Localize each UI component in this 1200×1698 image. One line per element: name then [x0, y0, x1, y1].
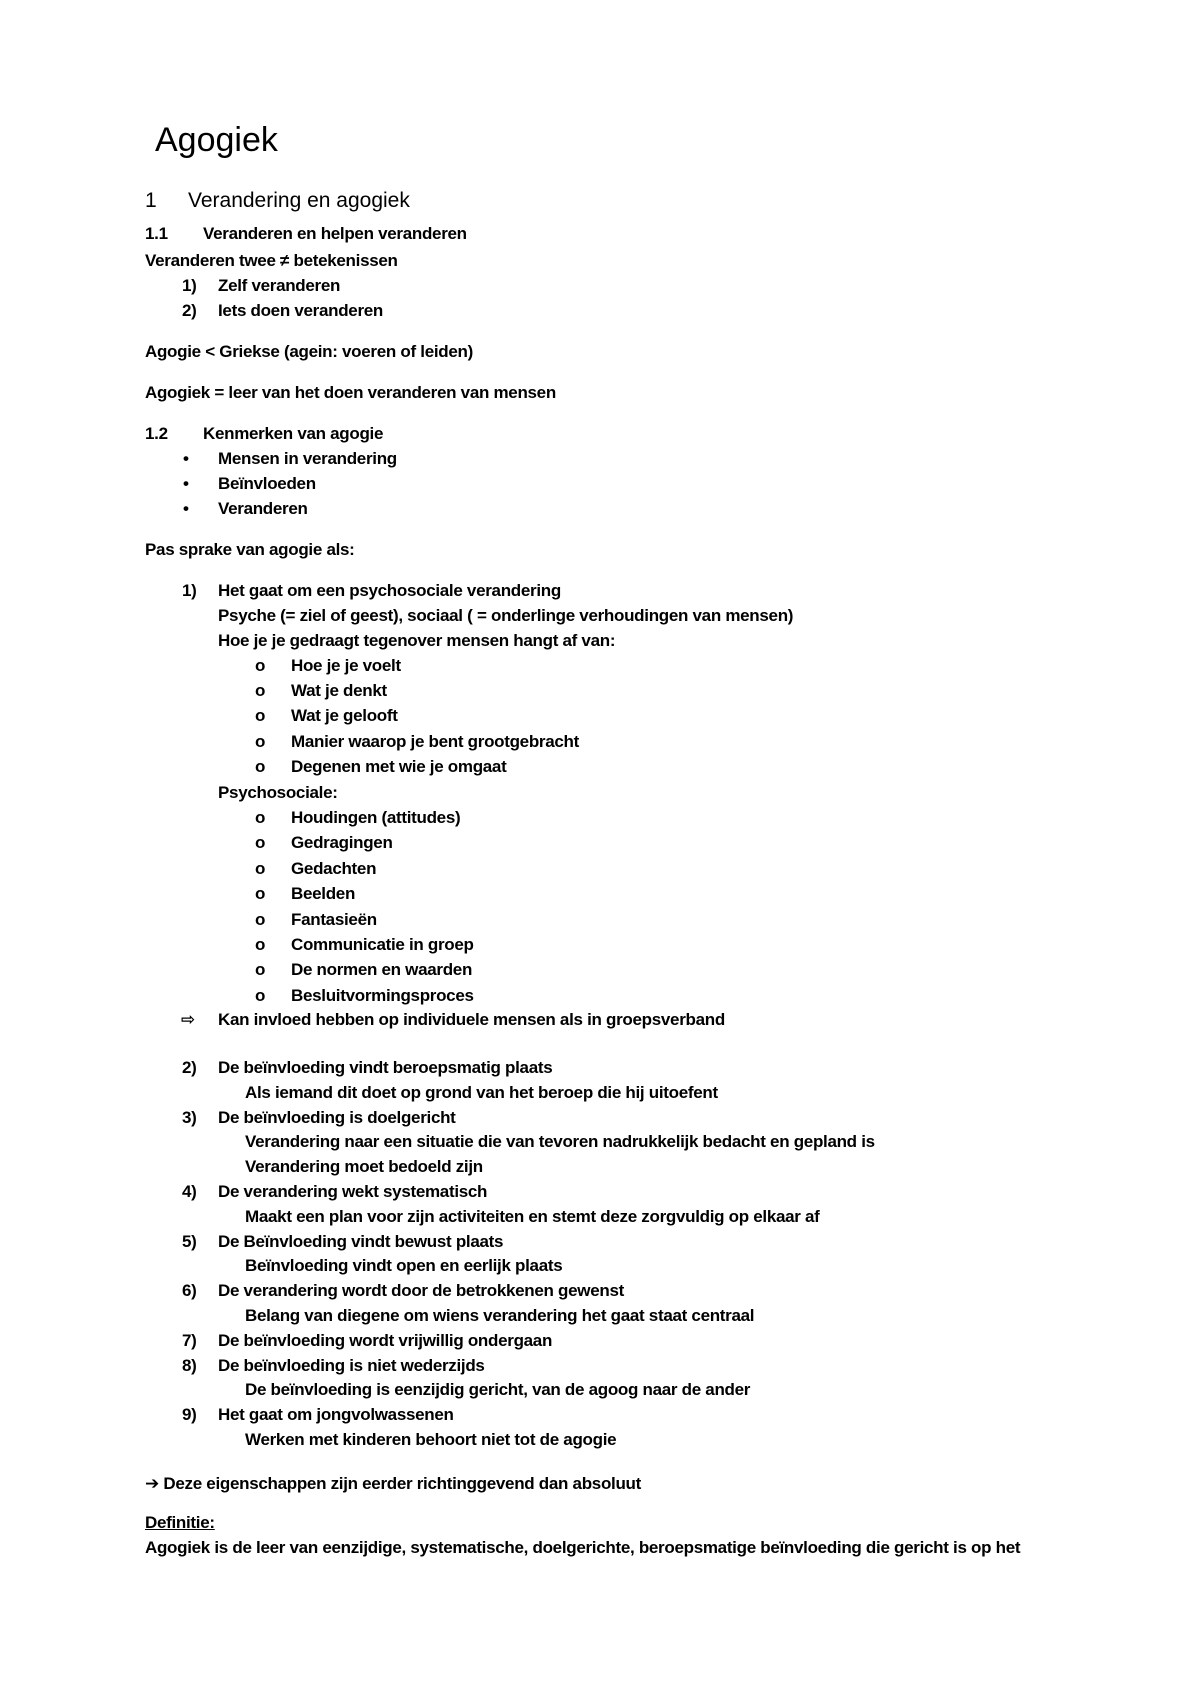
criterion-marker: 9) — [182, 1405, 197, 1425]
criterion-text: De beïnvloeding vindt beroepsmatig plaats — [218, 1058, 553, 1077]
criterion-text: De beïnvloeding wordt vrijwillig ondergaan — [218, 1330, 553, 1350]
bullet-text: Veranderen — [218, 499, 308, 518]
sub-list-text: Fantasieën — [291, 909, 377, 929]
criterion-marker: 5) — [182, 1231, 197, 1251]
bullet-marker: • — [183, 474, 189, 493]
agogiek-definition: Agogiek = leer van het doen veranderen van mensen — [145, 383, 556, 402]
sub-bullet-marker: o — [255, 858, 266, 878]
list-marker: 2) — [182, 301, 197, 320]
sub-list-text: Beelden — [291, 884, 356, 904]
sub-bullet-marker: o — [255, 681, 266, 701]
bullet-marker: • — [183, 449, 189, 468]
criterion-text: Het gaat om een psychosociale verandering — [218, 581, 561, 600]
pas-sprake-line: Pas sprake van agogie als: — [145, 540, 355, 559]
sub-bullet-marker: o — [255, 960, 266, 980]
heading-1-text: Verandering en agogiek — [188, 189, 410, 212]
criterion-explanation: Beïnvloeding vindt open en eerlijk plaats — [245, 1256, 563, 1276]
document-title: Agogiek — [155, 121, 278, 159]
sub-bullet-marker: o — [255, 935, 266, 954]
criterion-marker: 8) — [182, 1355, 197, 1375]
criterion-marker: 1) — [182, 581, 197, 600]
bullet-text: Beïnvloeden — [218, 474, 316, 493]
conclusion-text: Deze eigenschappen zijn eerder richtinggevend dan absoluut — [163, 1474, 641, 1493]
criterion-explanation: De beïnvloeding is eenzijdig gericht, van de agoog naar de ander — [245, 1380, 751, 1400]
criterion-marker: 4) — [182, 1182, 197, 1201]
criterion-explanation: Als iemand dit doet op grond van het beroep die hij uitoefent — [245, 1082, 718, 1102]
heading-1-number: 1 — [145, 189, 157, 212]
criterion-marker: 3) — [182, 1107, 197, 1127]
sub-bullet-marker: o — [255, 808, 266, 827]
sub-list-text: Gedragingen — [291, 833, 393, 853]
criterion-text: De beïnvloeding is doelgericht — [218, 1107, 456, 1127]
sub-list-text: Manier waarop je bent grootgebracht — [291, 731, 579, 751]
sub-list-text: Communicatie in groep — [291, 935, 474, 954]
sub-bullet-marker: o — [255, 756, 266, 776]
agogie-definition: Agogie < Griekse (agein: voeren of leiden) — [145, 342, 473, 361]
criterion-explanation: Maakt een plan voor zijn activiteiten en stemt deze zorgvuldig op elkaar af — [245, 1206, 820, 1226]
sub-bullet-marker: o — [255, 884, 266, 904]
sub-bullet-marker: o — [255, 706, 266, 726]
list-text: Zelf veranderen — [218, 276, 341, 295]
definitie-label: Definitie: — [145, 1513, 215, 1532]
psyche-line: Psyche (= ziel of geest), sociaal ( = onderlinge verhoudingen van mensen) — [218, 606, 794, 625]
intro-line: Veranderen twee ≠ betekenissen — [145, 251, 398, 270]
heading-1-1-number: 1.1 — [145, 224, 168, 243]
criterion-text: De Beïnvloeding vindt bewust plaats — [218, 1231, 504, 1251]
list-marker: 1) — [182, 276, 197, 295]
sub-bullet-marker: o — [255, 985, 266, 1005]
sub-bullet-marker: o — [255, 833, 266, 853]
conclusion-line — [145, 1473, 641, 1495]
criterion-explanation: Verandering moet bedoeld zijn — [245, 1157, 483, 1177]
criterion-marker: 7) — [182, 1330, 197, 1350]
sub-list-text: Besluitvormingsproces — [291, 985, 474, 1005]
criterion-text: De verandering wekt systematisch — [218, 1182, 488, 1201]
heading-1-1-text: Veranderen en helpen veranderen — [203, 224, 467, 243]
sub-bullet-marker: o — [255, 909, 266, 929]
sub-list-text: De normen en waarden — [291, 960, 473, 980]
psychosociale-intro: Psychosociale: — [218, 783, 338, 802]
arrow-icon: ⇨ — [181, 1010, 195, 1029]
criterion-explanation: Belang van diegene om wiens verandering het gaat staat centraal — [245, 1306, 755, 1325]
criterion-text: De verandering wordt door de betrokkenen gewenst — [218, 1281, 624, 1301]
bullet-marker: • — [183, 499, 189, 518]
heading-1-2-text: Kenmerken van agogie — [203, 424, 384, 443]
arrow-right-icon: ➔ — [145, 1474, 159, 1493]
sub-list-text: Hoe je je voelt — [291, 656, 401, 675]
sub-list-text: Wat je denkt — [291, 681, 387, 701]
criterion-explanation: Werken met kinderen behoort niet tot de agogie — [245, 1430, 617, 1449]
criterion-marker: 6) — [182, 1281, 197, 1301]
sub-list-text: Houdingen (attitudes) — [291, 808, 461, 827]
heading-1-2-number: 1.2 — [145, 424, 168, 443]
sub-list-text: Wat je gelooft — [291, 706, 398, 726]
criterion-marker: 2) — [182, 1058, 197, 1077]
sub-bullet-marker: o — [255, 656, 266, 675]
list-text: Iets doen veranderen — [218, 301, 384, 320]
bullet-text: Mensen in verandering — [218, 449, 397, 468]
arrow-text: Kan invloed hebben op individuele mensen als in groepsverband — [218, 1010, 725, 1029]
criterion-text: De beïnvloeding is niet wederzijds — [218, 1355, 485, 1375]
sub-list-text: Degenen met wie je omgaat — [291, 756, 507, 776]
sub-list-text: Gedachten — [291, 858, 377, 878]
hoe-intro: Hoe je je gedraagt tegenover mensen hangt af van: — [218, 631, 616, 650]
sub-bullet-marker: o — [255, 731, 266, 751]
definitie-text: Agogiek is de leer van eenzijdige, systematische, doelgerichte, beroepsmatige beïnvloeding die gericht is op het — [145, 1538, 1021, 1557]
criterion-text: Het gaat om jongvolwassenen — [218, 1405, 454, 1425]
criterion-explanation: Verandering naar een situatie die van tevoren nadrukkelijk bedacht en gepland is — [245, 1132, 875, 1152]
